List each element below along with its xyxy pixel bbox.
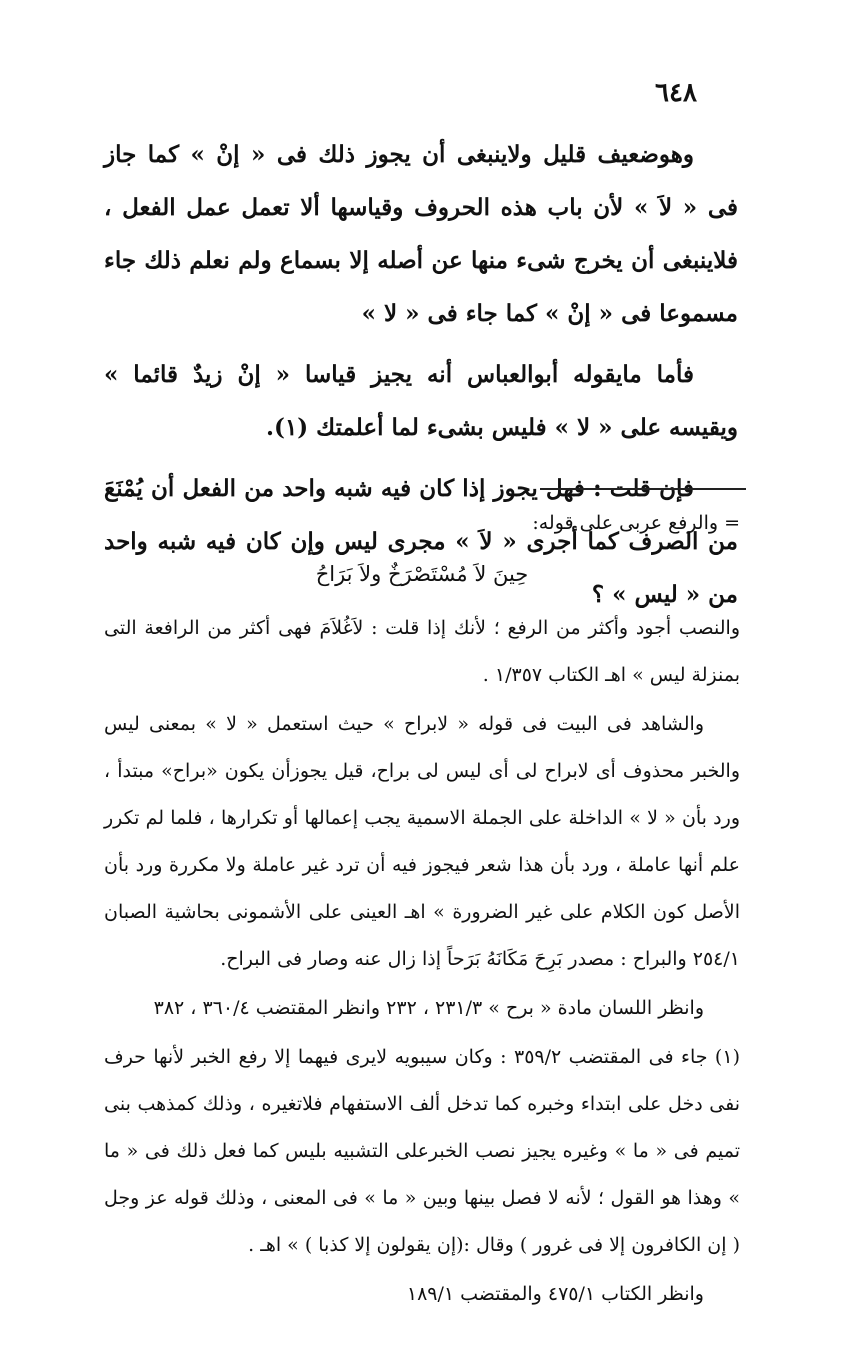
footnote-paragraph-1: والنصب أجود وأكثر من الرفع ؛ لأنك إذا قلت : لاَغُلاَمَ فهى أكثر من الرافعة التى بمنزلة ليس » اهـ الكتاب ١/٣٥٧ .	[104, 617, 740, 686]
main-paragraph-2: فأما مايقوله أبوالعباس أنه يجيز قياسا « إنْ زيدٌ قائما » ويقيسه على « لا » فليس بشىء لما أعلمتك (١).	[104, 361, 738, 441]
footnote-separator	[540, 488, 746, 490]
page-number: ٦٤٨	[655, 78, 697, 108]
main-paragraph-3: فإن قلت : فهل يجوز إذا كان فيه شبه واحد من الفعل أن يُمْنَعَ من الصرف كما أجرى « لاَ » مجرى ليس وإن كان فيه شبه واحد من « ليس » ؟	[104, 475, 738, 608]
poetry-verse: حِينَ لاَ مُسْتَصْرَخٌ ولاَ بَرَاحُ	[315, 562, 529, 586]
footnote-1: (١) جاء فى المقتضب ٣٥٩/٢ : وكان سيبويه لايرى فيهما إلا رفع الخبر لأنها حرف نفى دخل على ابتداء وخبره كما تدخل ألف الاستفهام فلاتغيره ، وذلك كمذهب بنى تميم فى « ما » وغيره يجيز نصب الخبرعلى التشبيه بليس كما فعل ذلك فى « ما » وهذا هو القول ؛ لأنه لا فصل بينها وبين « ما » فى المعنى ، وذلك قوله عز وجل ( إن الكافرون إلا فى غرور ) وقال :(إن يقولون إلا كذبا ) » اهـ .	[104, 1046, 740, 1256]
footnote-1-reference: وانظر الكتاب ٤٧٥/١ والمقتضب ١٨٩/١	[406, 1283, 704, 1305]
footnote-continuation-intro: = والرفع عربى على قوله:	[532, 512, 740, 534]
footnotes	[104, 500, 740, 1320]
main-paragraph-1: وهوضعيف قليل ولاينبغى أن يجوز ذلك فى « إنْ » كما جاز فى « لاَ » لأن باب هذه الحروف وقياسها ألا تعمل عمل الفعل ، فلاينبغى أن يخرج شىء منها عن أصله إلا بسماع ولم نعلم ذلك جاء مسموعا فى « إنْ » كما جاء فى « لا »	[104, 141, 738, 327]
footnote-paragraph-3: وانظر اللسان مادة « برح » ٢٣١/٣ ، ٢٣٢ وانظر المقتضب ٣٦٠/٤ ، ٣٨٢	[153, 997, 704, 1019]
footnote-paragraph-2: والشاهد فى البيت فى قوله « لابراح » حيث استعمل « لا » بمعنى ليس والخبر محذوف أى لابراح لى أى ليس لى براح، قيل يجوزأن يكون «براح» مبتدأ ، ورد بأن « لا » الداخلة على الجملة الاسمية يجب إعمالها أو تكرارها ، فلما لم تكرر علم أنها عاملة ، ورد بأن هذا شعر فيجوز فيه أن ترد غير عاملة ولا مكررة ورد بأن الأصل كون الكلام على غير الضرورة » اهـ العينى على الأشمونى بحاشية الصبان ٢٥٤/١ والبراح : مصدر بَرِحَ مَكَانَهُ بَرَحاً إذا زال عنه وصار فى البراح.	[104, 713, 740, 970]
